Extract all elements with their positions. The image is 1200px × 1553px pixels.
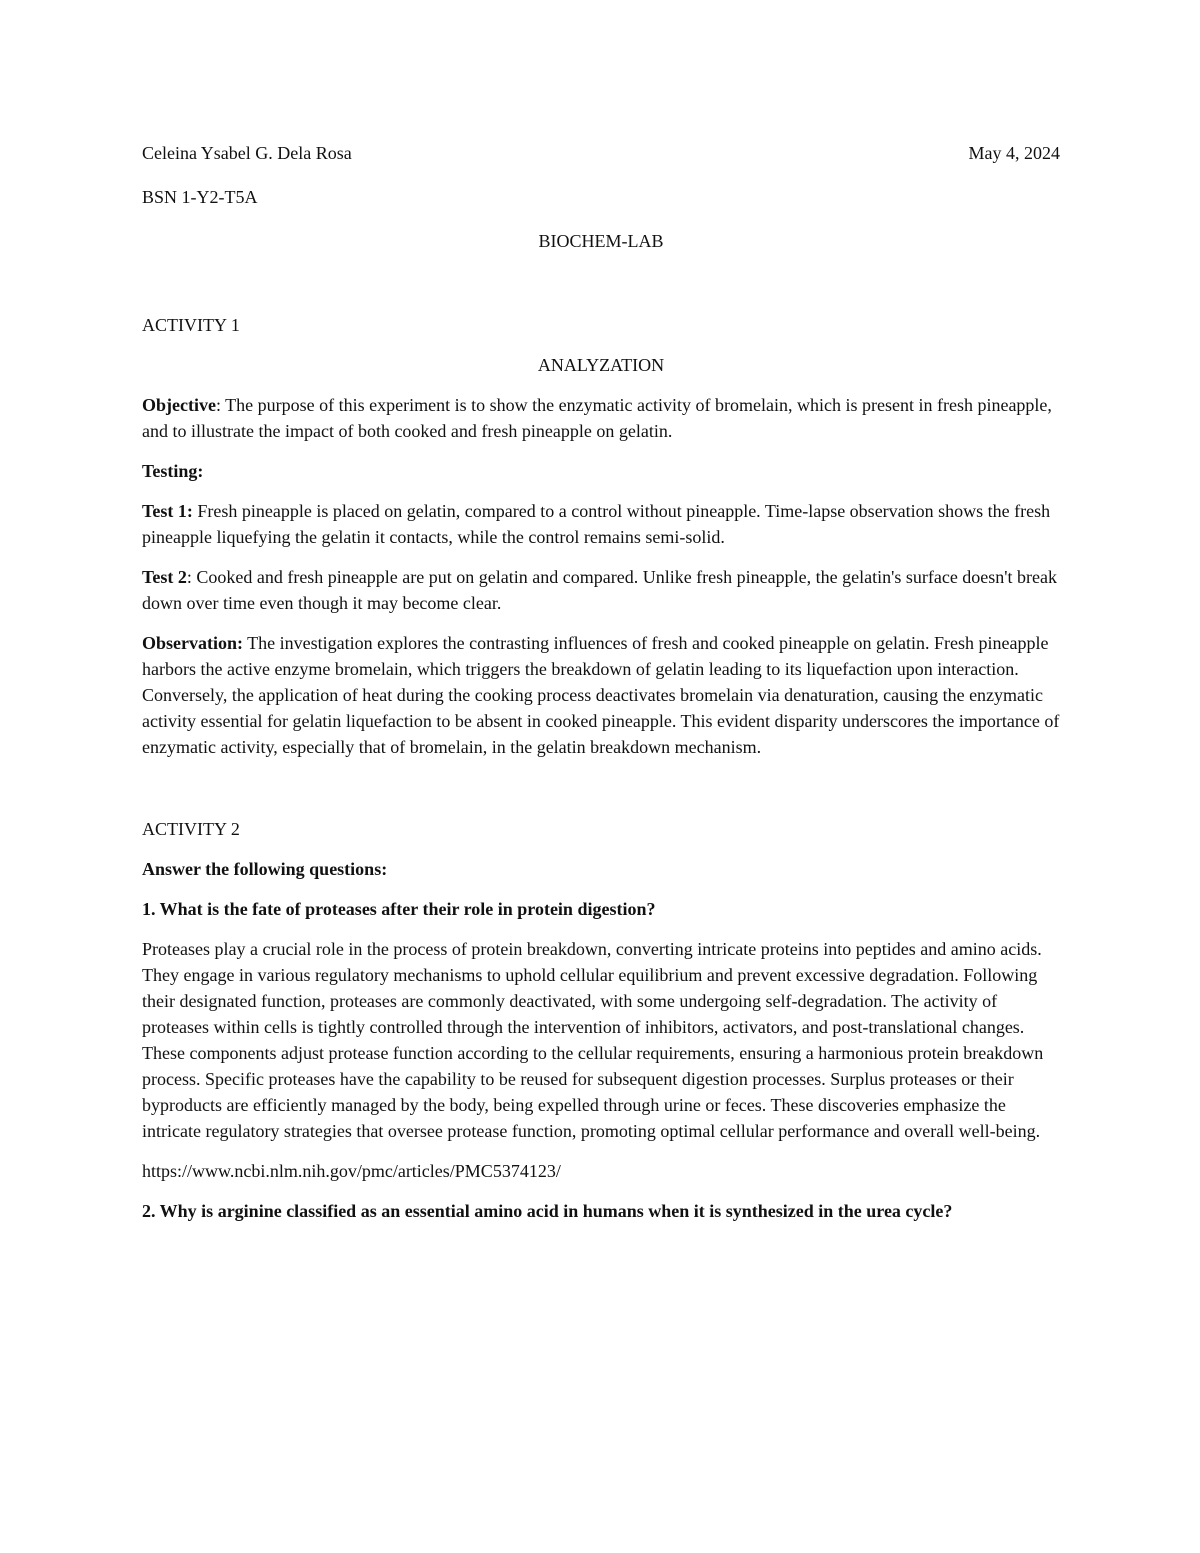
document-title: BIOCHEM-LAB <box>538 231 664 251</box>
answer-1: Proteases play a crucial role in the process of protein breakdown, converting intricate proteins into peptides and amino acids. They engage in various regulatory mechanisms to uphold cellular equilibrium and prevent excessive degradation. Following their designated function, proteases are commonly deactivated, with some undergoing self-degradation. The activity of proteases within cells is tightly controlled through the intervention of inhibitors, activators, and post-translational changes. These components adjust protease function according to the cellular requirements, ensuring a harmonious protein breakdown process. Specific proteases have the capability to be reused for subsequent digestion processes. Surplus proteases or their byproducts are efficiently managed by the body, being expelled through urine or feces. These discoveries emphasize the intricate regulatory strategies that oversee protease function, promoting optimal cellular performance and overall well-being. <box>142 939 1044 1141</box>
objective-text: : The purpose of this experiment is to show the enzymatic activity of bromelain, which is present in fresh pineapple, and to illustrate the impact of both cooked and fresh pineapple on gelatin. <box>142 395 1052 441</box>
document-page <box>142 140 1060 1224</box>
test-1-label: Test 1: <box>142 501 193 521</box>
class-section: BSN 1-Y2-T5A <box>142 187 258 207</box>
test-2-paragraph <box>142 564 1060 616</box>
question-2: 2. Why is arginine classified as an essential amino acid in humans when it is synthesized in the urea cycle? <box>142 1201 953 1221</box>
objective-paragraph <box>142 392 1060 444</box>
question-1: 1. What is the fate of proteases after their role in protein digestion? <box>142 899 656 919</box>
instructions: Answer the following questions: <box>142 859 388 879</box>
header-row <box>142 140 1060 168</box>
document-date: May 4, 2024 <box>968 143 1060 163</box>
test-1-paragraph <box>142 498 1060 550</box>
observation-label: Observation: <box>142 633 243 653</box>
observation-text: The investigation explores the contrasting influences of fresh and cooked pineapple on gelatin. Fresh pineapple harbors the active enzyme bromelain, which triggers the breakdown of gelatin leading to its liquefaction upon interaction. Conversely, the application of heat during the cooking process deactivates bromelain via denaturation, causing the enzymatic activity essential for gelatin liquefaction to be absent in cooked pineapple. This evident disparity underscores the importance of enzymatic activity, especially that of bromelain, in the gelatin breakdown mechanism. <box>142 633 1060 757</box>
test-1-text: Fresh pineapple is placed on gelatin, compared to a control without pineapple. Time-lapse observation shows the fresh pineapple liquefying the gelatin it contacts, while the control remains semi-solid. <box>142 501 1051 547</box>
objective-label: Objective <box>142 395 216 415</box>
author-name: Celeina Ysabel G. Dela Rosa <box>142 143 352 163</box>
test-2-label: Test 2 <box>142 567 187 587</box>
testing-label <box>142 458 1060 484</box>
activity-1-heading: ACTIVITY 1 <box>142 315 240 335</box>
test-2-text: : Cooked and fresh pineapple are put on gelatin and compared. Unlike fresh pineapple, the gelatin's surface doesn't break down over time even though it may become clear. <box>142 567 1058 613</box>
analyzation-heading: ANALYZATION <box>537 355 665 375</box>
observation-paragraph <box>142 630 1060 760</box>
testing-label-text: Testing: <box>142 461 204 481</box>
activity-2-heading: ACTIVITY 2 <box>142 819 240 839</box>
answer-1-source-link[interactable]: https://www.ncbi.nlm.nih.gov/pmc/articles/PMC5374123/ <box>142 1161 561 1181</box>
